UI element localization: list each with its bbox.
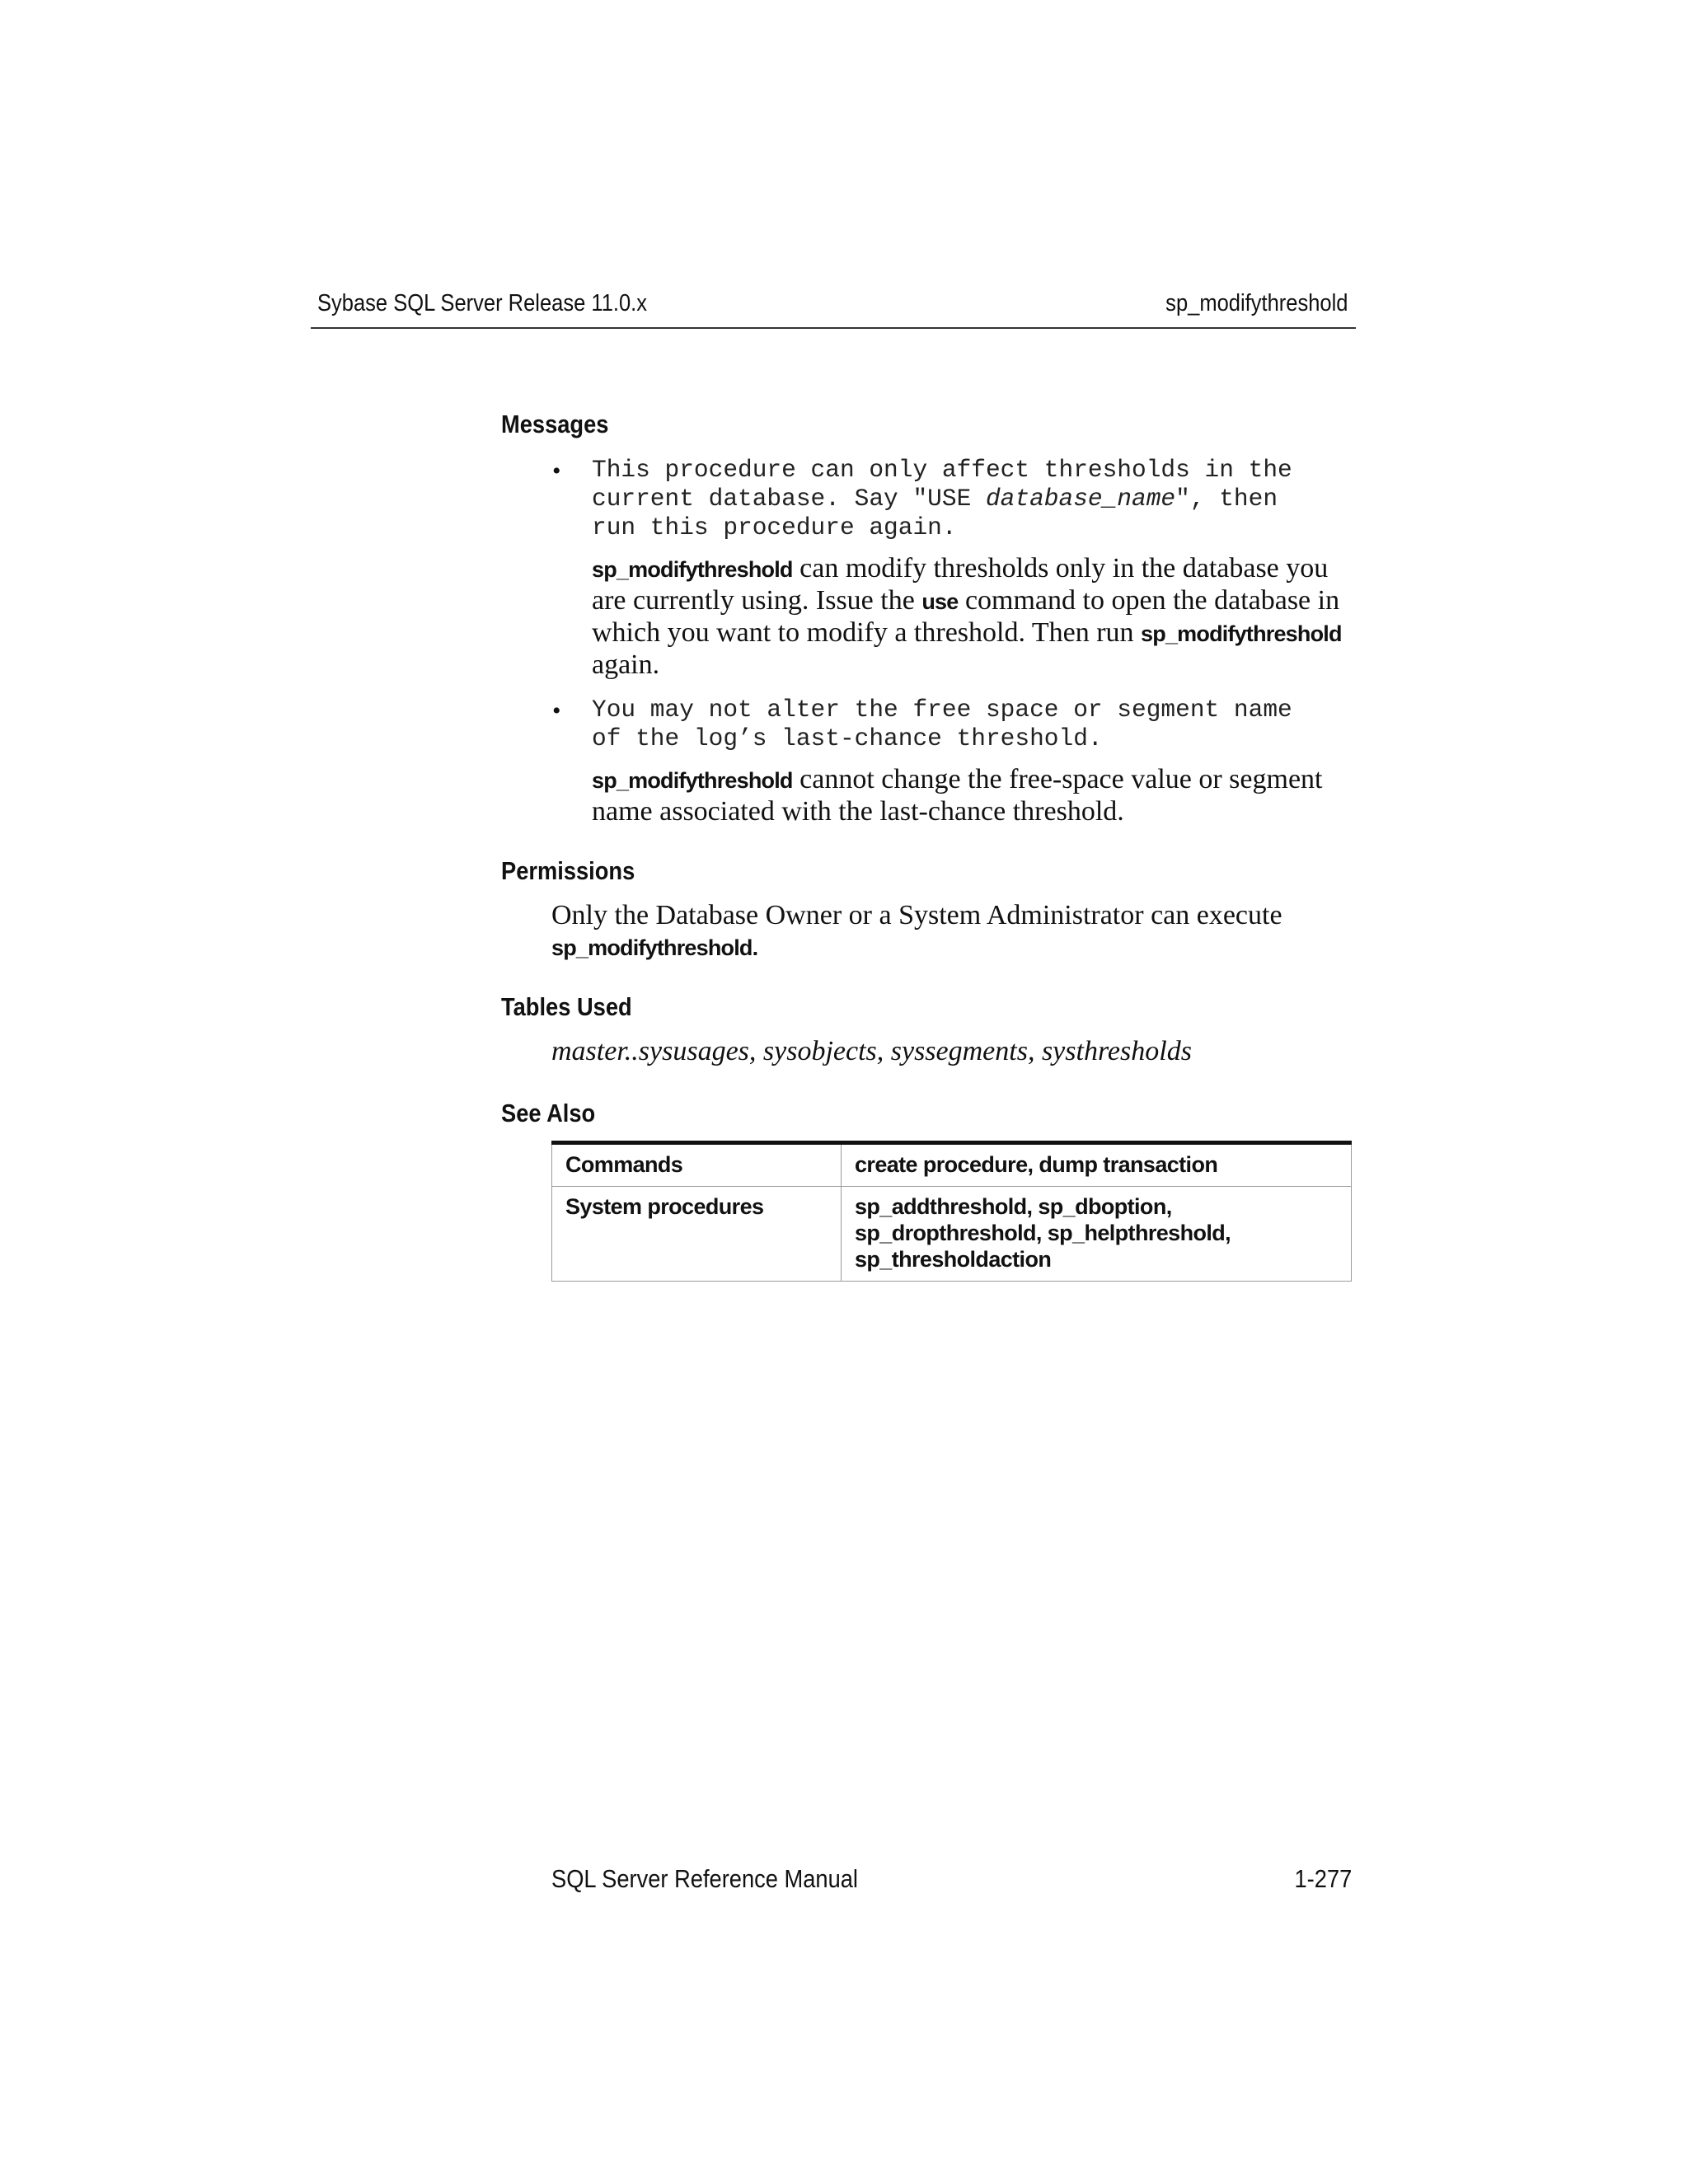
see-also-table: [551, 1141, 1352, 1282]
reference-link[interactable]: dump transaction: [1039, 1152, 1218, 1177]
reference-link[interactable]: sp_thresholdaction: [855, 1247, 1052, 1272]
message-explanation-1: sp_modifythreshold can modify thresholds only in the database you are currently using. Issue the use command to open the database in which you want to modify a threshold. Then run sp_modifythreshold again.: [592, 553, 1342, 680]
reference-link[interactable]: create procedure: [855, 1152, 1028, 1177]
message-text-1-line-3: run this procedure again.: [592, 513, 957, 541]
messages-heading: Messages: [501, 410, 609, 438]
header-rule: [311, 327, 1356, 329]
table-cell-label: System procedures: [552, 1187, 842, 1282]
message-text-1-line-2: current database. Say "USE database_name", then: [592, 485, 1278, 513]
running-header-topic: sp_modifythreshold: [1165, 290, 1348, 316]
see-also-heading: See Also: [501, 1099, 596, 1127]
table-cell-label: Commands: [552, 1143, 842, 1187]
message-explanation-2: sp_modifythreshold cannot change the free-space value or segment name associated with the last-chance threshold.: [592, 764, 1323, 827]
reference-link[interactable]: sp_helpthreshold: [1047, 1221, 1226, 1245]
table-row: [552, 1143, 1352, 1187]
table-cell-items: create procedure, dump transaction: [842, 1143, 1352, 1187]
message-text-1-line-1: This procedure can only affect thresholds in the: [592, 456, 1292, 484]
message-text-2-line-2: of the log’s last-chance threshold.: [592, 724, 1103, 752]
reference-link[interactable]: sp_addthreshold: [855, 1194, 1027, 1219]
table-cell-items: sp_addthreshold, sp_dboption, sp_dropthreshold, sp_helpthreshold, sp_thresholdaction: [842, 1187, 1352, 1282]
page-number: 1-277: [1294, 1864, 1352, 1893]
permissions-text: Only the Database Owner or a System Administrator can execute sp_modifythreshold.: [551, 900, 1282, 960]
message-placeholder: database_name: [985, 485, 1176, 513]
tables-used-list: master..sysusages, sysobjects, syssegments, systhresholds: [551, 1036, 1192, 1066]
bullet-icon: •: [552, 457, 561, 485]
tables-used-heading: Tables Used: [501, 992, 632, 1021]
message-text-2-line-1: You may not alter the free space or segment name: [592, 696, 1292, 724]
footer-manual-title: SQL Server Reference Manual: [551, 1864, 859, 1893]
reference-link[interactable]: sp_dboption: [1038, 1194, 1166, 1219]
running-header-title: Sybase SQL Server Release 11.0.x: [317, 290, 648, 316]
table-row: [552, 1187, 1352, 1282]
reference-link[interactable]: sp_dropthreshold: [855, 1221, 1036, 1245]
permissions-heading: Permissions: [501, 856, 635, 885]
bullet-icon: •: [552, 697, 561, 724]
